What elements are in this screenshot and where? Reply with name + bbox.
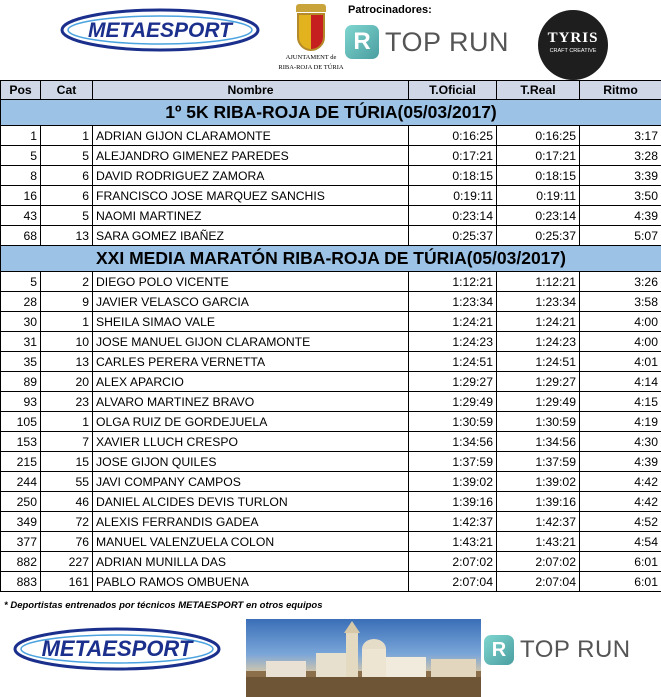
cell-ritmo: 4:00 bbox=[580, 332, 661, 352]
cell-nombre: XAVIER LLUCH CRESPO bbox=[93, 432, 409, 452]
cell-t-oficial: 1:24:21 bbox=[409, 312, 497, 332]
table-row bbox=[1, 292, 661, 312]
cell-cat: 15 bbox=[41, 452, 93, 472]
cell-pos: 16 bbox=[1, 186, 41, 206]
cell-nombre: SARA GOMEZ IBAÑEZ bbox=[93, 226, 409, 246]
cell-t-oficial: 1:43:21 bbox=[409, 532, 497, 552]
cell-pos: 883 bbox=[1, 572, 41, 592]
cell-t-real: 1:30:59 bbox=[497, 412, 580, 432]
cell-cat: 46 bbox=[41, 492, 93, 512]
cell-nombre: MANUEL VALENZUELA COLON bbox=[93, 532, 409, 552]
shield-icon bbox=[297, 13, 325, 51]
section-title: 1º 5K RIBA-ROJA DE TÚRIA(05/03/2017) bbox=[1, 100, 661, 126]
table-row bbox=[1, 452, 661, 472]
cell-nombre: JOSE MANUEL GIJON CLARAMONTE bbox=[93, 332, 409, 352]
cell-nombre: DAVID RODRIGUEZ ZAMORA bbox=[93, 166, 409, 186]
table-row bbox=[1, 532, 661, 552]
cell-nombre: NAOMI MARTINEZ bbox=[93, 206, 409, 226]
cell-t-oficial: 1:39:16 bbox=[409, 492, 497, 512]
cell-cat: 20 bbox=[41, 372, 93, 392]
cell-t-oficial: 0:18:15 bbox=[409, 166, 497, 186]
table-row bbox=[1, 332, 661, 352]
cell-pos: 89 bbox=[1, 372, 41, 392]
cell-cat: 1 bbox=[41, 126, 93, 146]
cell-pos: 31 bbox=[1, 332, 41, 352]
cell-ritmo: 4:39 bbox=[580, 452, 661, 472]
cell-ritmo: 4:52 bbox=[580, 512, 661, 532]
cell-pos: 377 bbox=[1, 532, 41, 552]
cell-cat: 23 bbox=[41, 392, 93, 412]
table-row bbox=[1, 472, 661, 492]
cell-t-oficial: 1:30:59 bbox=[409, 412, 497, 432]
cell-t-oficial: 1:42:37 bbox=[409, 512, 497, 532]
cell-cat: 7 bbox=[41, 432, 93, 452]
town-photo-illustration bbox=[246, 619, 481, 697]
cell-t-oficial: 1:37:59 bbox=[409, 452, 497, 472]
cell-cat: 55 bbox=[41, 472, 93, 492]
town-photo bbox=[246, 619, 481, 697]
cell-t-real: 1:12:21 bbox=[497, 272, 580, 292]
metaesport-footer-logo-text: METAESPORT bbox=[41, 636, 193, 661]
cell-t-real: 2:07:04 bbox=[497, 572, 580, 592]
cell-pos: 153 bbox=[1, 432, 41, 452]
table-row bbox=[1, 412, 661, 432]
table-row bbox=[1, 352, 661, 372]
cell-ritmo: 4:42 bbox=[580, 492, 661, 512]
toprun-logo bbox=[345, 22, 509, 62]
cell-nombre: PABLO RAMOS OMBUENA bbox=[93, 572, 409, 592]
cell-t-oficial: 2:07:04 bbox=[409, 572, 497, 592]
cell-nombre: OLGA RUIZ DE GORDEJUELA bbox=[93, 412, 409, 432]
cell-ritmo: 4:19 bbox=[580, 412, 661, 432]
cell-pos: 244 bbox=[1, 472, 41, 492]
cell-nombre: JAVIER VELASCO GARCIA bbox=[93, 292, 409, 312]
ayuntamiento-line-2: RIBA-ROJA DE TÚRIA bbox=[278, 64, 344, 71]
cell-t-real: 1:24:51 bbox=[497, 352, 580, 372]
cell-pos: 43 bbox=[1, 206, 41, 226]
toprun-footer-logo bbox=[484, 635, 631, 665]
table-row bbox=[1, 372, 661, 392]
cell-cat: 9 bbox=[41, 292, 93, 312]
metaesport-logo bbox=[60, 8, 260, 52]
toprun-footer-badge-icon: R bbox=[484, 635, 514, 665]
cell-ritmo: 4:39 bbox=[580, 206, 661, 226]
cell-cat: 2 bbox=[41, 272, 93, 292]
cell-nombre: FRANCISCO JOSE MARQUEZ SANCHIS bbox=[93, 186, 409, 206]
cell-t-real: 1:24:21 bbox=[497, 312, 580, 332]
table-row bbox=[1, 432, 661, 452]
tyris-logo-subtitle: CRAFT CREATIVE bbox=[549, 48, 597, 54]
cell-pos: 68 bbox=[1, 226, 41, 246]
cell-t-oficial: 1:23:34 bbox=[409, 292, 497, 312]
footnote: * Deportistas entrenados por técnicos METAESPORT en otros equipos bbox=[4, 600, 323, 611]
cell-pos: 250 bbox=[1, 492, 41, 512]
cell-t-oficial: 0:19:11 bbox=[409, 186, 497, 206]
cell-nombre: JAVI COMPANY CAMPOS bbox=[93, 472, 409, 492]
column-header-ritmo: Ritmo bbox=[580, 81, 661, 100]
cell-cat: 6 bbox=[41, 186, 93, 206]
cell-pos: 5 bbox=[1, 272, 41, 292]
cell-t-real: 1:29:27 bbox=[497, 372, 580, 392]
toprun-logo-text: TOP RUN bbox=[385, 26, 510, 57]
cell-cat: 10 bbox=[41, 332, 93, 352]
cell-pos: 28 bbox=[1, 292, 41, 312]
cell-nombre: DIEGO POLO VICENTE bbox=[93, 272, 409, 292]
cell-t-real: 0:25:37 bbox=[497, 226, 580, 246]
cell-t-real: 0:23:14 bbox=[497, 206, 580, 226]
column-header-t-real: T.Real bbox=[497, 81, 580, 100]
cell-pos: 93 bbox=[1, 392, 41, 412]
toprun-badge-icon: R bbox=[345, 25, 379, 59]
cell-ritmo: 4:00 bbox=[580, 312, 661, 332]
cell-t-real: 1:39:02 bbox=[497, 472, 580, 492]
column-header-pos: Pos bbox=[1, 81, 41, 100]
table-row bbox=[1, 226, 661, 246]
sponsors-label: Patrocinadores: bbox=[348, 4, 432, 16]
cell-nombre: ADRIAN GIJON CLARAMONTE bbox=[93, 126, 409, 146]
cell-nombre: ALEJANDRO GIMENEZ PAREDES bbox=[93, 146, 409, 166]
cell-ritmo: 4:54 bbox=[580, 532, 661, 552]
section-title-row bbox=[1, 100, 661, 126]
cell-ritmo: 4:30 bbox=[580, 432, 661, 452]
cell-cat: 76 bbox=[41, 532, 93, 552]
cell-cat: 6 bbox=[41, 166, 93, 186]
cell-t-real: 0:16:25 bbox=[497, 126, 580, 146]
cell-ritmo: 6:01 bbox=[580, 552, 661, 572]
table-row bbox=[1, 392, 661, 412]
cell-cat: 72 bbox=[41, 512, 93, 532]
cell-t-real: 1:34:56 bbox=[497, 432, 580, 452]
cell-t-real: 0:19:11 bbox=[497, 186, 580, 206]
cell-t-real: 0:17:21 bbox=[497, 146, 580, 166]
ayuntamiento-line-1: AJUNTAMENT de bbox=[285, 54, 337, 61]
cell-cat: 13 bbox=[41, 352, 93, 372]
ayuntamiento-coat-of-arms bbox=[276, 4, 346, 76]
cell-t-real: 1:37:59 bbox=[497, 452, 580, 472]
cell-ritmo: 3:39 bbox=[580, 166, 661, 186]
table-row bbox=[1, 206, 661, 226]
results-table bbox=[0, 80, 661, 592]
cell-pos: 1 bbox=[1, 126, 41, 146]
page-footer bbox=[0, 615, 661, 697]
page-header bbox=[0, 0, 661, 80]
cell-ritmo: 3:17 bbox=[580, 126, 661, 146]
cell-t-oficial: 1:12:21 bbox=[409, 272, 497, 292]
cell-cat: 13 bbox=[41, 226, 93, 246]
table-row bbox=[1, 512, 661, 532]
cell-t-oficial: 1:29:49 bbox=[409, 392, 497, 412]
table-row bbox=[1, 126, 661, 146]
cell-t-real: 0:18:15 bbox=[497, 166, 580, 186]
cell-t-oficial: 0:23:14 bbox=[409, 206, 497, 226]
table-row bbox=[1, 146, 661, 166]
cell-t-oficial: 0:25:37 bbox=[409, 226, 497, 246]
cell-ritmo: 3:26 bbox=[580, 272, 661, 292]
section-title: XXI MEDIA MARATÓN RIBA-ROJA DE TÚRIA(05/03/2017) bbox=[1, 246, 661, 272]
cell-ritmo: 5:07 bbox=[580, 226, 661, 246]
metaesport-footer-logo bbox=[12, 627, 222, 671]
cell-pos: 349 bbox=[1, 512, 41, 532]
cell-t-oficial: 1:34:56 bbox=[409, 432, 497, 452]
cell-cat: 5 bbox=[41, 206, 93, 226]
cell-pos: 215 bbox=[1, 452, 41, 472]
table-row bbox=[1, 312, 661, 332]
table-row bbox=[1, 572, 661, 592]
cell-t-oficial: 1:24:51 bbox=[409, 352, 497, 372]
cell-nombre: JOSE GIJON QUILES bbox=[93, 452, 409, 472]
cell-pos: 8 bbox=[1, 166, 41, 186]
cell-t-oficial: 0:16:25 bbox=[409, 126, 497, 146]
table-row bbox=[1, 552, 661, 572]
table-header-row bbox=[1, 81, 661, 100]
cell-t-real: 1:39:16 bbox=[497, 492, 580, 512]
cell-t-real: 2:07:02 bbox=[497, 552, 580, 572]
cell-ritmo: 4:15 bbox=[580, 392, 661, 412]
cell-t-oficial: 1:24:23 bbox=[409, 332, 497, 352]
cell-t-oficial: 1:29:27 bbox=[409, 372, 497, 392]
toprun-footer-logo-text: TOP RUN bbox=[520, 636, 631, 663]
cell-cat: 161 bbox=[41, 572, 93, 592]
crown-icon bbox=[296, 4, 326, 12]
cell-ritmo: 4:01 bbox=[580, 352, 661, 372]
section-title-row bbox=[1, 246, 661, 272]
cell-nombre: ALEX APARCIO bbox=[93, 372, 409, 392]
cell-ritmo: 6:01 bbox=[580, 572, 661, 592]
table-row bbox=[1, 166, 661, 186]
cell-ritmo: 4:14 bbox=[580, 372, 661, 392]
cell-nombre: ALVARO MARTINEZ BRAVO bbox=[93, 392, 409, 412]
cell-pos: 882 bbox=[1, 552, 41, 572]
column-header-t-oficial: T.Oficial bbox=[409, 81, 497, 100]
cell-pos: 30 bbox=[1, 312, 41, 332]
cell-ritmo: 3:28 bbox=[580, 146, 661, 166]
cell-t-real: 1:24:23 bbox=[497, 332, 580, 352]
cell-cat: 5 bbox=[41, 146, 93, 166]
table-row bbox=[1, 492, 661, 512]
tyris-logo bbox=[538, 10, 608, 80]
cell-nombre: CARLES PERERA VERNETTA bbox=[93, 352, 409, 372]
metaesport-logo-text: METAESPORT bbox=[88, 19, 232, 42]
cell-pos: 105 bbox=[1, 412, 41, 432]
cell-pos: 5 bbox=[1, 146, 41, 166]
cell-nombre: SHEILA SIMAO VALE bbox=[93, 312, 409, 332]
cell-pos: 35 bbox=[1, 352, 41, 372]
cell-nombre: ADRIAN MUNILLA DAS bbox=[93, 552, 409, 572]
cell-t-real: 1:43:21 bbox=[497, 532, 580, 552]
cell-cat: 227 bbox=[41, 552, 93, 572]
cell-t-oficial: 1:39:02 bbox=[409, 472, 497, 492]
cell-ritmo: 3:50 bbox=[580, 186, 661, 206]
column-header-cat: Cat bbox=[41, 81, 93, 100]
cell-t-oficial: 0:17:21 bbox=[409, 146, 497, 166]
tyris-logo-title: TYRIS bbox=[547, 30, 599, 46]
table-row bbox=[1, 186, 661, 206]
cell-ritmo: 3:58 bbox=[580, 292, 661, 312]
cell-t-real: 1:29:49 bbox=[497, 392, 580, 412]
cell-t-real: 1:42:37 bbox=[497, 512, 580, 532]
cell-t-oficial: 2:07:02 bbox=[409, 552, 497, 572]
cell-cat: 1 bbox=[41, 412, 93, 432]
column-header-nombre: Nombre bbox=[93, 81, 409, 100]
cell-cat: 1 bbox=[41, 312, 93, 332]
table-row bbox=[1, 272, 661, 292]
cell-t-real: 1:23:34 bbox=[497, 292, 580, 312]
cell-nombre: DANIEL ALCIDES DEVIS TURLON bbox=[93, 492, 409, 512]
cell-ritmo: 4:42 bbox=[580, 472, 661, 492]
cell-nombre: ALEXIS FERRANDIS GADEA bbox=[93, 512, 409, 532]
